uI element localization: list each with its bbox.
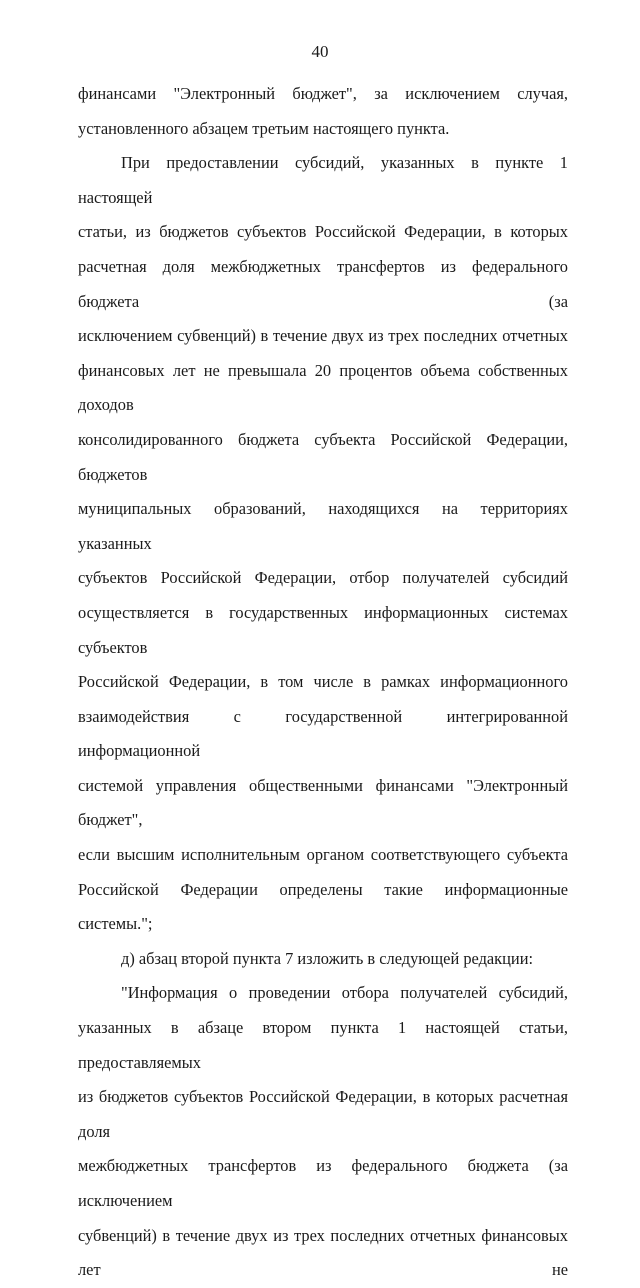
paragraph-subsidy-selection [78, 146, 568, 942]
text-line: указанных в абзаце втором пункта 1 настоящей статьи, предоставляемых [78, 1018, 568, 1072]
text-line: взаимодействия с государственной интегрированной информационной [78, 706, 568, 761]
text-line: системой управления общественными финансами "Электронный бюджет", [78, 775, 568, 830]
text-line: из бюджетов субъектов Российской Федерации, в которых расчетная доля [78, 1087, 568, 1141]
text-line: осуществляется в государственных информационных системах субъектов [78, 602, 568, 657]
text-line: исключением субвенций) в течение двух из трех последних отчетных [78, 326, 568, 346]
document-body [78, 77, 568, 1288]
text-line: статьи, из бюджетов субъектов Российской Федерации, в которых [78, 222, 568, 242]
text-line: установленного абзацем третьим настоящего пункта. [78, 118, 450, 138]
text-line: При предоставлении субсидий, указанных в пункте 1 настоящей [78, 153, 568, 207]
paragraph-amendment-item-d [78, 942, 568, 977]
text-line: д) абзац второй пункта 7 изложить в следующей редакции: [121, 948, 534, 968]
paragraph-continuation [78, 77, 568, 146]
text-line: если высшим исполнительным органом соответствующего субъекта [78, 845, 568, 865]
text-line: расчетная доля межбюджетных трансфертов из федерального бюджета (за [78, 256, 568, 311]
text-line: Российской Федерации определены такие информационные системы."; [78, 879, 568, 934]
text-line: финансами "Электронный бюджет", за исключением случая, [78, 84, 568, 103]
paragraph-information-on-selection [78, 976, 568, 1287]
text-line: субъектов Российской Федерации, отбор получателей субсидий [78, 568, 568, 588]
text-line: "Информация о проведении отбора получателей субсидий, [121, 983, 568, 1003]
text-line: Российской Федерации, в том числе в рамках информационного [78, 672, 568, 692]
text-line: межбюджетных трансфертов из федерального бюджета (за исключением [78, 1156, 568, 1210]
text-line: финансовых лет не превышала 20 процентов объема собственных доходов [78, 360, 568, 415]
text-line: консолидированного бюджета субъекта Российской Федерации, бюджетов [78, 429, 568, 484]
text-line: муниципальных образований, находящихся на территориях указанных [78, 499, 568, 553]
page-number: 40 [311, 42, 329, 61]
text-line: субвенций) в течение двух из трех последних отчетных финансовых лет не [78, 1225, 568, 1280]
